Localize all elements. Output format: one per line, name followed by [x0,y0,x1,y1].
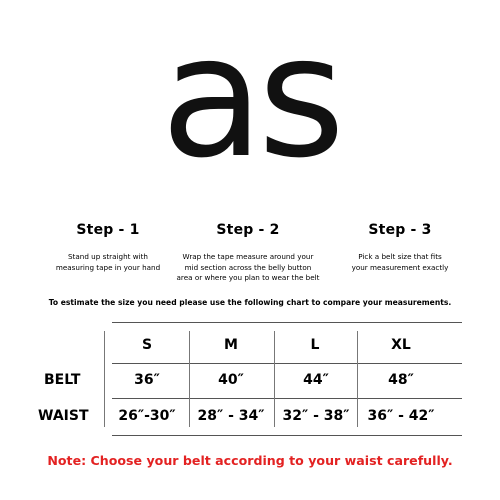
chart-rule-header [112,363,462,364]
step-1-line-1: Stand up straight with [68,252,148,261]
belt-m: 40″ [218,372,244,388]
belt-l: 44″ [303,372,329,388]
step-2 [168,222,328,284]
chart-rule-middle [112,398,462,399]
step-1 [28,222,188,273]
waist-xl: 36″ - 42″ [367,408,435,424]
chart-divider-4 [357,331,358,427]
step-2-line-3: area or where you plan to wear the belt [176,273,320,282]
waist-l: 32″ - 38″ [282,408,350,424]
brand-logo: as [160,0,340,195]
step-3-description [320,252,480,273]
row-label-waist: WAIST [38,408,89,424]
step-2-line-1: Wrap the tape measure around your [182,252,314,261]
row-label-belt: BELT [44,372,81,388]
step-1-description [28,252,188,273]
chart-divider-2 [189,331,190,427]
waist-m: 28″ - 34″ [197,408,265,424]
step-3-line-2: your measurement exactly [351,262,449,272]
waist-s: 26″-30″ [118,408,176,424]
size-header-l: L [310,337,320,353]
chart-rule-bottom [112,435,462,436]
size-header-s: S [141,337,153,353]
belt-s: 36″ [134,372,160,388]
warning-note: Note: Choose your belt according to your waist carefully. [47,453,453,468]
size-header-m: M [224,337,238,353]
chart-rule-top [112,322,462,323]
chart-intro: To estimate the size you need please use the following chart to compare your measurements. [48,298,452,307]
step-1-line-2: measuring tape in your hand [55,262,161,272]
step-2-description [168,252,328,284]
step-3-title: Step - 3 [368,222,432,238]
size-header-xl: XL [391,337,411,353]
chart-divider-1 [104,331,105,427]
chart-divider-3 [274,331,275,427]
step-1-title: Step - 1 [76,222,140,238]
step-3-line-1: Pick a belt size that fits [358,252,442,261]
step-3 [320,222,480,273]
belt-xl: 48″ [388,372,414,388]
step-2-line-2: mid section across the belly button [184,262,312,272]
step-2-title: Step - 2 [216,222,280,238]
